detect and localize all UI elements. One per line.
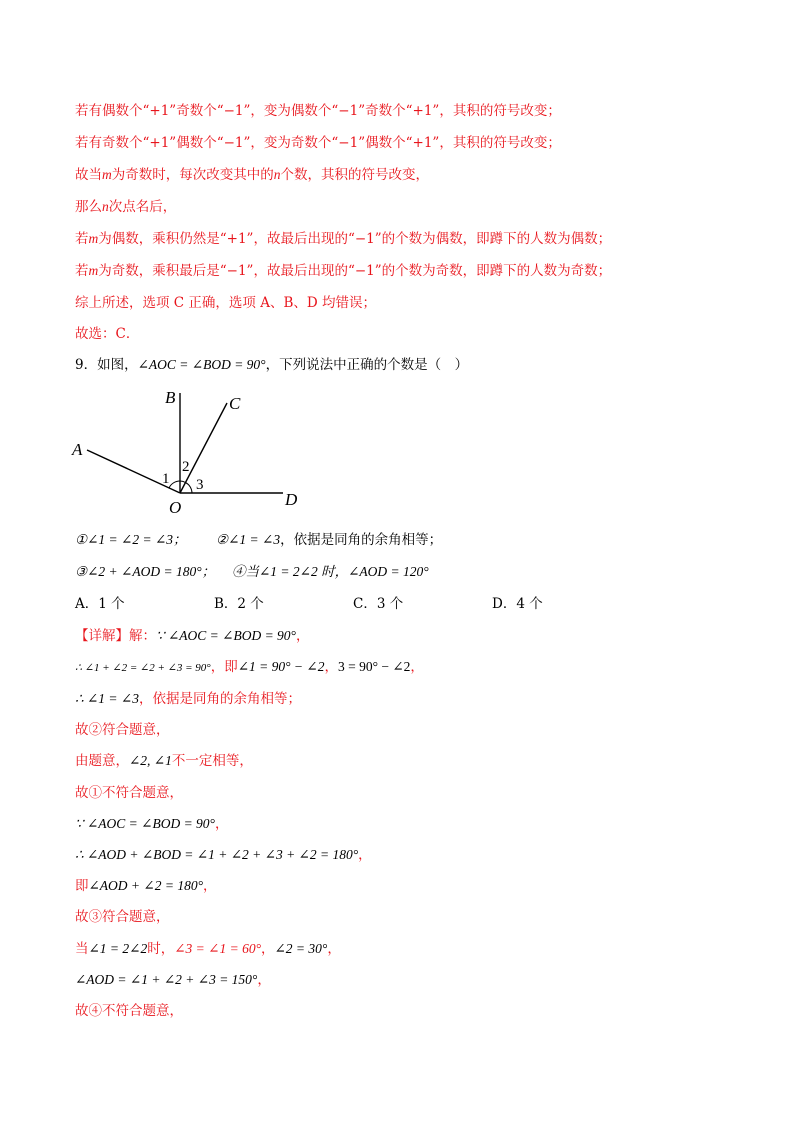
solution-9-a: 即 [75, 878, 89, 894]
statement-2-text: ，依据是同角的余角相等； [280, 532, 443, 548]
answer-line-8: 故选：C． [75, 326, 140, 342]
question-prefix: 9．如图， [75, 357, 138, 373]
variable-m: m [102, 167, 112, 182]
label-d: D [285, 490, 298, 509]
solution-1-a: 解： [129, 628, 156, 644]
solution-1-formula: ∵ ∠AOC = ∠BOD = 90° [156, 628, 296, 643]
angle-diagram [65, 385, 315, 520]
label-angle-3: 3 [196, 477, 204, 493]
solution-11-e: ， [260, 941, 275, 957]
statement-3 [75, 563, 215, 581]
solution-line-9 [75, 877, 217, 895]
solution-2-b: ，即 [210, 659, 238, 675]
answer-line-6-a: 若 [75, 263, 89, 279]
answer-line-2: 若有奇数个“+1”偶数个“−1”，变为奇数个“−1”偶数个“+1”，其积的符号改变； [75, 135, 561, 151]
statement-4 [232, 563, 429, 581]
solution-line-8 [75, 846, 372, 864]
solution-11-g: ， [327, 941, 341, 957]
answer-line-6-b: 为奇数，乘积最后是“−1”，故最后出现的“−1”的个数为奇数，即蹲下的人数为奇数； [98, 263, 612, 279]
solution-line-4: 故②符合题意， [75, 722, 170, 738]
angle-figure [65, 385, 315, 520]
answer-line-3-c: 个数，其积的符号改变， [280, 167, 429, 183]
option-c: C．3 个 [353, 596, 404, 612]
statement-4-a: ④当∠1 = 2∠2 时， [232, 564, 349, 579]
statement-4-b: ∠AOD = 120° [348, 564, 429, 579]
angle-2-arc [180, 481, 186, 483]
solution-12-formula: ∠AOD = ∠1 + ∠2 + ∠3 = 150° [75, 972, 258, 987]
answer-line-3-a: 故当 [75, 167, 102, 183]
question-suffix: ，下列说法中正确的个数是（ ） [265, 357, 469, 373]
solution-3-formula: ∴ ∠1 = ∠3 [75, 691, 139, 706]
answer-line-1: 若有偶数个“+1”奇数个“−1”，变为偶数个“−1”奇数个“+1”，其积的符号改变； [75, 103, 561, 119]
question-9 [75, 356, 468, 374]
option-d: D．4 个 [492, 596, 543, 612]
solution-5-a: 由题意， [75, 753, 129, 769]
statement-2-formula: ②∠1 = ∠3 [216, 532, 281, 547]
answer-line-4-b: 次点名后， [108, 199, 177, 215]
solution-3-b: ，依据是同角的余角相等； [138, 691, 301, 707]
solution-line-13: 故④不符合题意， [75, 1003, 183, 1019]
solution-line-5 [75, 752, 253, 770]
solution-line-11 [75, 940, 341, 958]
solution-11-a: 当 [75, 941, 89, 957]
answer-line-3-b: 为奇数时，每次改变其中的 [111, 167, 274, 183]
statement-1: ①∠1 = ∠2 = ∠3； [75, 532, 187, 547]
angle-1-arc [169, 481, 180, 488]
label-o: O [169, 498, 182, 517]
solution-2-c: ∠1 = 90° − ∠2 [237, 659, 325, 674]
option-a: A．1 个 [75, 596, 125, 612]
solution-5-c: 不一定相等， [171, 753, 253, 769]
answer-line-5 [75, 230, 611, 248]
solution-line-3 [75, 690, 301, 708]
answer-line-5-b: 为偶数，乘积仍然是“+1”，故最后出现的“−1”的个数为偶数，即蹲下的人数为偶数； [98, 231, 612, 247]
solution-line-6: 故①不符合题意， [75, 785, 183, 801]
variable-m: m [88, 263, 99, 278]
question-formula: ∠AOC = ∠BOD = 90° [137, 357, 266, 372]
solution-5-formula: ∠2, ∠1 [129, 753, 172, 768]
variable-n: n [273, 167, 281, 182]
solution-7-formula: ∵ ∠AOC = ∠BOD = 90° [75, 816, 215, 831]
solution-line-12 [75, 971, 271, 989]
solution-2-d: ， [324, 659, 338, 675]
solution-7-b: ， [214, 816, 229, 832]
solution-11-c: 时， [147, 941, 175, 957]
answer-line-4-a: 那么 [75, 199, 102, 215]
statement-2 [216, 531, 442, 549]
answer-line-4 [75, 198, 176, 216]
solution-1-c: ， [295, 628, 310, 644]
variable-n: n [102, 199, 109, 214]
solution-11-d: ∠3 = ∠1 = 60° [174, 941, 261, 956]
solution-2-e: 3 = 90° − ∠2 [337, 659, 411, 674]
label-b: B [165, 388, 176, 407]
solution-11-f: ∠2 = 30° [274, 941, 328, 956]
statement-3-formula: ③∠2 + ∠AOD = 180°； [75, 564, 216, 579]
solution-tag: 【详解】 [75, 628, 129, 644]
option-b: B．2 个 [214, 596, 264, 612]
answer-line-5-a: 若 [75, 231, 89, 247]
solution-8-formula: ∴ ∠AOD + ∠BOD = ∠1 + ∠2 + ∠3 + ∠2 = 180° [75, 847, 359, 862]
ray-oc [180, 403, 227, 493]
angle-3-arc [186, 483, 193, 494]
solution-12-b: ， [257, 972, 271, 988]
solution-line-2 [75, 658, 424, 677]
label-angle-2: 2 [182, 459, 190, 475]
variable-m: m [88, 231, 99, 246]
solution-11-b: ∠1 = 2∠2 [88, 941, 148, 956]
answer-line-3 [75, 166, 429, 184]
solution-line-1 [75, 627, 309, 645]
solution-9-formula: ∠AOD + ∠2 = 180° [88, 878, 203, 893]
solution-2-f: ， [410, 659, 424, 675]
statement-row-1 [75, 531, 187, 549]
solution-line-10: 故③符合题意， [75, 909, 170, 925]
solution-8-b: ， [358, 847, 372, 863]
answer-line-7: 综上所述，选项 C 正确，选项 A、B、D 均错误； [75, 295, 376, 311]
answer-line-6 [75, 262, 611, 280]
label-angle-1: 1 [162, 471, 170, 487]
label-c: C [229, 394, 241, 413]
solution-line-7 [75, 815, 228, 833]
solution-2-formula: ∴ ∠1 + ∠2 = ∠2 + ∠3 = 90° [75, 662, 211, 674]
solution-9-c: ， [203, 878, 217, 894]
label-a: A [72, 440, 83, 459]
